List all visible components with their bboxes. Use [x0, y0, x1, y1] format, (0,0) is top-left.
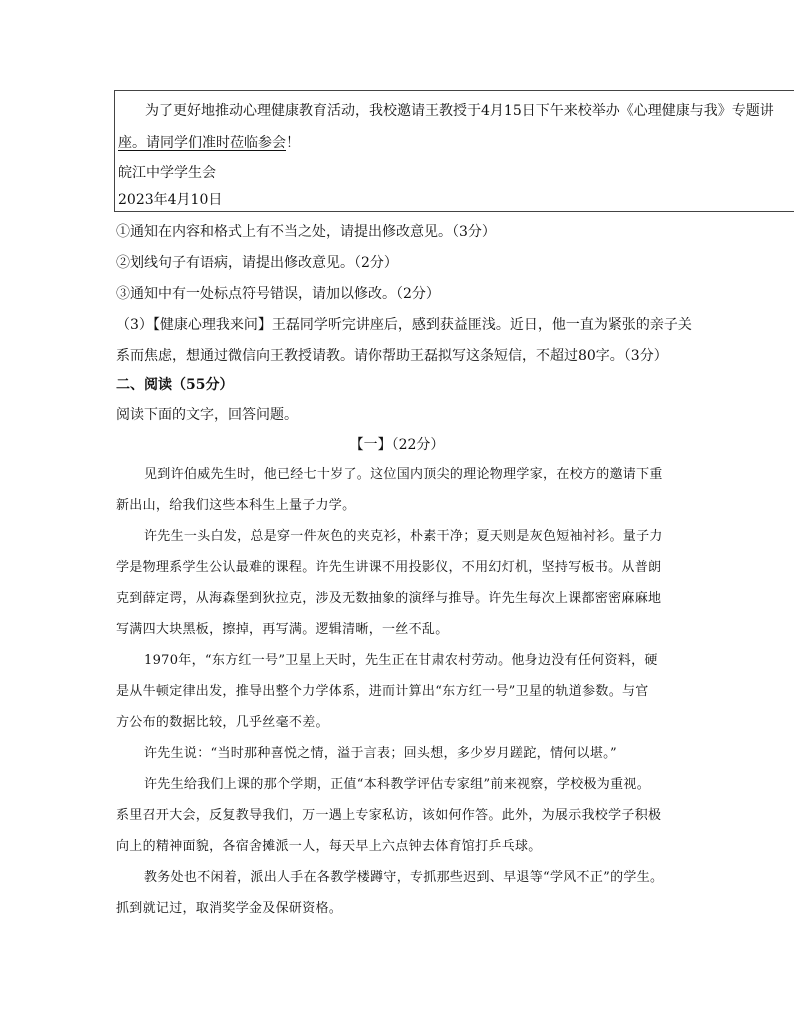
passage-line: 系里召开大会，反复教导我们，万一遇上专家私访，该如何作答。此外，为展示我校学子积极 — [116, 808, 662, 823]
passage-line: 向上的精神面貌，各宿舍摊派一人，每天早上六点钟去体育馆打乒乓球。 — [116, 839, 542, 854]
notice-date: 2023年4月10日 — [118, 192, 223, 208]
section-instruction: 阅读下面的文字，回答问题。 — [116, 407, 298, 423]
passage-line: 抓到就记过，取消奖学金及保研资格。 — [116, 901, 343, 916]
passage-line: 是从牛顿定律出发，推导出整个力学体系，进而计算出“东方红一号”卫星的轨道参数。与官 — [116, 684, 649, 699]
passage-line: 许先生说：“当时那种喜悦之情，溢于言表；回头想，多少岁月蹉跎，情何以堪。” — [144, 746, 617, 761]
notice-underlined-sentence: 座。请同学们准时莅临参会 — [118, 135, 286, 151]
notice-line-1: 为了更好地推动心理健康教育活动，我校邀请王教授于4月15日下午来校举办《心理健康与我》专题讲 — [145, 103, 774, 119]
passage-line: 方公布的数据比较，几乎丝毫不差。 — [116, 715, 329, 730]
passage-line: 见到许伯威先生时，他已经七十岁了。这位国内顶尖的理论物理学家，在校方的邀请下重 — [144, 467, 663, 482]
section-heading: 二、阅读（55分） — [116, 377, 234, 393]
passage-line: 1970年，“东方红一号”卫星上天时，先生正在甘肃农村劳动。他身边没有任何资料，硬 — [144, 653, 658, 668]
notice-box — [114, 90, 794, 212]
question-3: ③通知中有一处标点符号错误，请加以修改。（2分） — [116, 286, 440, 302]
question-1: ①通知在内容和格式上有不当之处，请提出修改意见。（3分） — [116, 224, 496, 240]
notice-line-2 — [118, 133, 300, 153]
question-4-line-2: 系而焦虑，想通过微信向王教授请教。请你帮助王磊拟写这条短信，不超过80字。（3分） — [116, 348, 668, 364]
passage-line: 许先生给我们上课的那个学期，正值“本科教学评估专家组”前来视察，学校极为重视。 — [144, 777, 650, 792]
passage-line: 克到薛定谔，从海森堡到狄拉克，涉及无数抽象的演绎与推导。许先生每次上课都密密麻麻地 — [116, 591, 662, 606]
part-title: 【一】（22分） — [349, 437, 445, 453]
notice-line-2-end: ！ — [286, 135, 300, 151]
passage-line: 许先生一头白发，总是穿一件灰色的夹克衫，朴素干净；夏天则是灰色短袖衬衫。量子力 — [144, 529, 663, 544]
passage-line: 教务处也不闲着，派出人手在各教学楼蹲守，专抓那些迟到、早退等“学风不正”的学生。 — [144, 870, 664, 885]
question-4-line-1: （3）【健康心理我来问】王磊同学听完讲座后，感到获益匪浅。近日，他一直为紧张的亲子关 — [116, 317, 692, 333]
passage-line: 学是物理系学生公认最难的课程。许先生讲课不用投影仪，不用幻灯机，坚持写板书。从普朗 — [116, 560, 662, 575]
passage-line: 写满四大块黑板，擦掉，再写满。逻辑清晰，一丝不乱。 — [116, 622, 449, 637]
notice-signature: 皖江中学学生会 — [118, 165, 216, 181]
passage-line: 新出山，给我们这些本科生上量子力学。 — [116, 498, 356, 513]
question-2: ②划线句子有语病，请提出修改意见。（2分） — [116, 255, 398, 271]
